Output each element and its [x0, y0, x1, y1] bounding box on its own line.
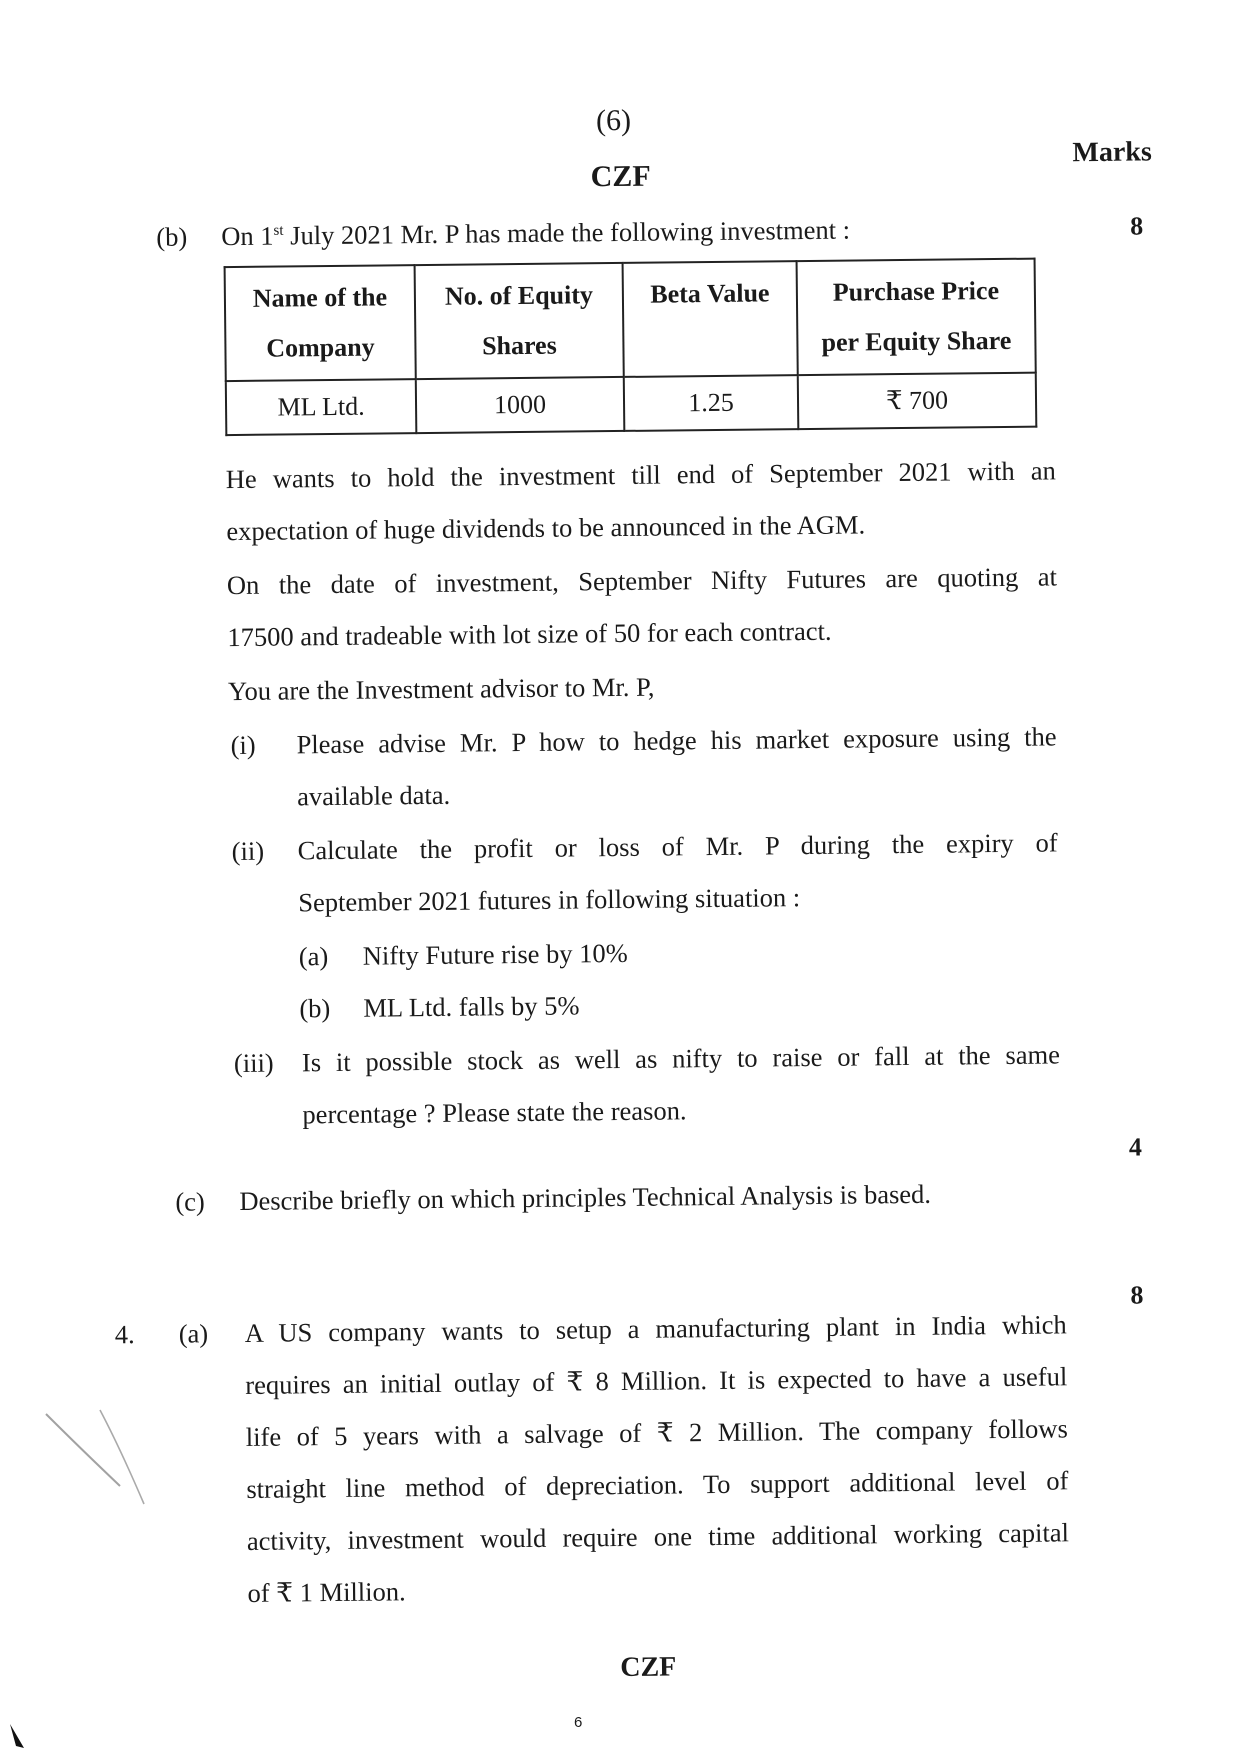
- sub-ii-label: (ii): [231, 835, 265, 867]
- q3b-line-5: You are the Investment advisor to Mr. P,: [227, 671, 655, 707]
- page-label: (6): [595, 103, 632, 138]
- scan-scratch-marks: [40, 1400, 160, 1520]
- sub-iii-label: (iii): [233, 1047, 274, 1079]
- q4a-line-3: life of 5 years with a salvage of ₹ 2 Million. The company follows: [245, 1413, 1068, 1452]
- sub-ii-b-label: (b): [299, 993, 331, 1024]
- q3b-intro-post: July 2021 Mr. P has made the following investment :: [283, 214, 851, 251]
- q4a-line-5: activity, investment would require one time additional working capital: [246, 1517, 1070, 1556]
- cell-beta: 1.25: [624, 375, 799, 431]
- q3c-label: (c): [175, 1186, 205, 1217]
- q3b-intro-pre: On 1: [221, 220, 274, 252]
- q4a-line-6: of ₹ 1 Million.: [247, 1576, 406, 1608]
- cell-shares: 1000: [416, 377, 625, 433]
- q3b-line-2: expectation of huge dividends to be announced in the AGM.: [226, 509, 866, 547]
- q3b-intro-sup: st: [273, 222, 284, 239]
- q3c-text: Describe briefly on which principles Technical Analysis is based.: [239, 1178, 932, 1217]
- sub-ii-line-1: Calculate the profit or loss of Mr. P during the expiry of: [297, 827, 1058, 866]
- sub-ii-b-text: ML Ltd. falls by 5%: [363, 990, 580, 1023]
- footer-code: CZF: [620, 1651, 677, 1684]
- q3b-line-4: 17500 and tradeable with lot size of 50 for each contract.: [227, 615, 832, 653]
- sub-ii-a-label: (a): [298, 941, 329, 972]
- q3b-line-3: On the date of investment, September Nifty Futures are quoting at: [226, 561, 1058, 601]
- q4a-marks: 8: [1130, 1280, 1144, 1310]
- q3b-line-1: He wants to hold the investment till end of September 2021 with an: [225, 455, 1056, 495]
- scan-corner-mark: [6, 1722, 26, 1752]
- header-price: Purchase Price per Equity Share: [797, 259, 1036, 375]
- sub-i-line-2: available data.: [296, 779, 451, 812]
- cell-company: ML Ltd.: [226, 379, 417, 435]
- sub-iii-line-1: Is it possible stock as well as nifty to raise or fall at the same: [301, 1039, 1061, 1078]
- paper-code: CZF: [590, 159, 651, 194]
- investment-table: [224, 258, 1038, 436]
- header-beta: Beta Value: [623, 261, 798, 377]
- table-header-row: [225, 259, 1036, 381]
- sub-ii-line-2: September 2021 futures in following situation :: [298, 882, 801, 918]
- sub-i-line-1: Please advise Mr. P how to hedge his market exposure using the: [296, 721, 1057, 760]
- q4a-label: (a): [178, 1318, 209, 1349]
- sub-iii-line-2: percentage ? Please state the reason.: [302, 1095, 687, 1130]
- cell-price: ₹ 700: [798, 373, 1037, 429]
- sub-i-label: (i): [230, 729, 256, 761]
- q4a-line-1: A US company wants to setup a manufacturing plant in India which: [244, 1309, 1067, 1348]
- page-number: 6: [574, 1714, 583, 1731]
- q3b-marks: 8: [1130, 211, 1144, 241]
- q3b-label: (b): [156, 221, 188, 252]
- header-company: Name of the Company: [225, 265, 416, 381]
- header-shares: No. of Equity Shares: [415, 263, 624, 379]
- table-row: [226, 373, 1037, 435]
- q4-number: 4.: [114, 1319, 135, 1350]
- marks-heading: Marks: [1072, 136, 1152, 169]
- q3b-intro: [221, 215, 850, 253]
- q4a-line-2: requires an initial outlay of ₹ 8 Million. It is expected to have a useful: [245, 1361, 1068, 1400]
- q3c-marks: 4: [1128, 1132, 1143, 1162]
- sub-ii-a-text: Nifty Future rise by 10%: [362, 937, 628, 971]
- q4a-line-4: straight line method of depreciation. To support additional level of: [246, 1465, 1069, 1504]
